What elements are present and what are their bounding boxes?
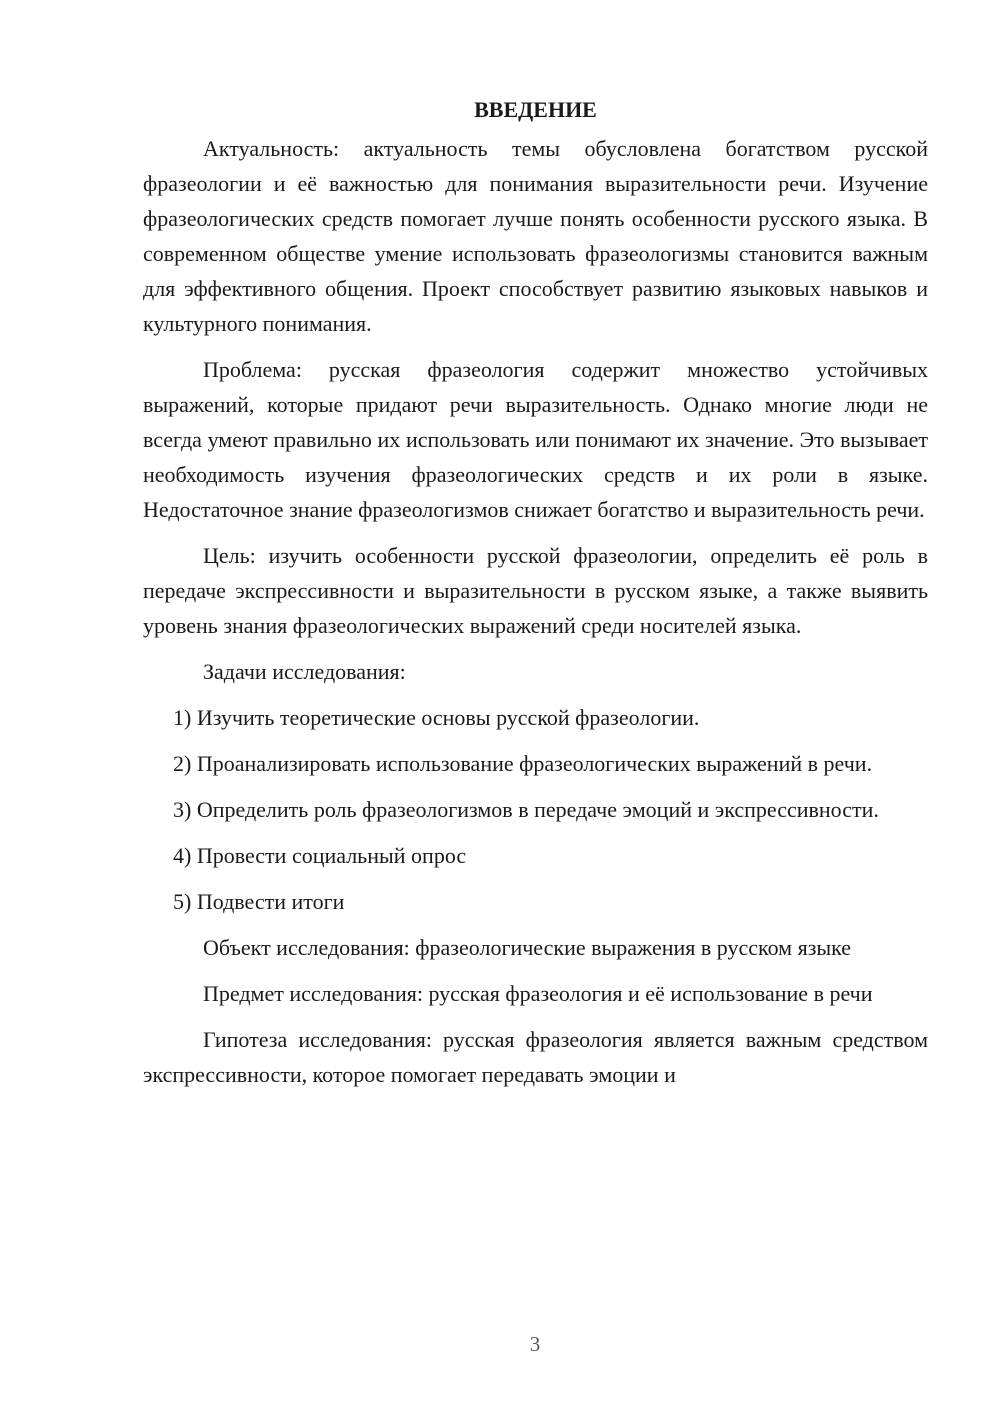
- task-item-3: 3) Определить роль фразеологизмов в передаче эмоций и экспрессивности.: [173, 797, 879, 822]
- goal-paragraph: Цель: изучить особенности русской фразеологии, определить её роль в передаче экспрессивности и выразительности в русском языке, а также выявить уровень знания фразеологических выражений среди носителей языка.: [143, 543, 928, 638]
- relevance-paragraph: Актуальность: актуальность темы обусловлена богатством русской фразеологии и её важностью для понимания выразительности речи. Изучение фразеологических средств помогает лучше понять особенности русского языка. В современном обществе умение использовать фразеологизмы становится важным для эффективного общения. Проект способствует развитию языковых навыков и культурного понимания.: [143, 136, 928, 336]
- hypothesis-paragraph: Гипотеза исследования: русская фразеология является важным средством экспрессивности, которое помогает передавать эмоции и: [143, 1027, 928, 1087]
- page-number: 3: [529, 1332, 541, 1356]
- problem-paragraph: Проблема: русская фразеология содержит множество устойчивых выражений, которые придают речи выразительность. Однако многие люди не всегда умеют правильно их использовать или понимают их значение. Это вызывает необходимость изучения фразеологических средств и их роли в языке. Недостаточное знание фразеологизмов снижает богатство и выразительность речи.: [143, 357, 928, 522]
- task-item-5: 5) Подвести итоги: [173, 889, 345, 914]
- task-item-1: 1) Изучить теоретические основы русской фразеологии.: [173, 705, 700, 730]
- task-item-4: 4) Провести социальный опрос: [173, 843, 467, 868]
- document-page: [143, 92, 928, 1092]
- subject-paragraph: Предмет исследования: русская фразеология и её использование в речи: [203, 981, 873, 1006]
- tasks-heading: Задачи исследования:: [203, 659, 406, 684]
- object-paragraph: Объект исследования: фразеологические выражения в русском языке: [203, 935, 852, 960]
- task-item-2: 2) Проанализировать использование фразеологических выражений в речи.: [173, 751, 873, 776]
- page-title: ВВЕДЕНИЕ: [474, 97, 597, 122]
